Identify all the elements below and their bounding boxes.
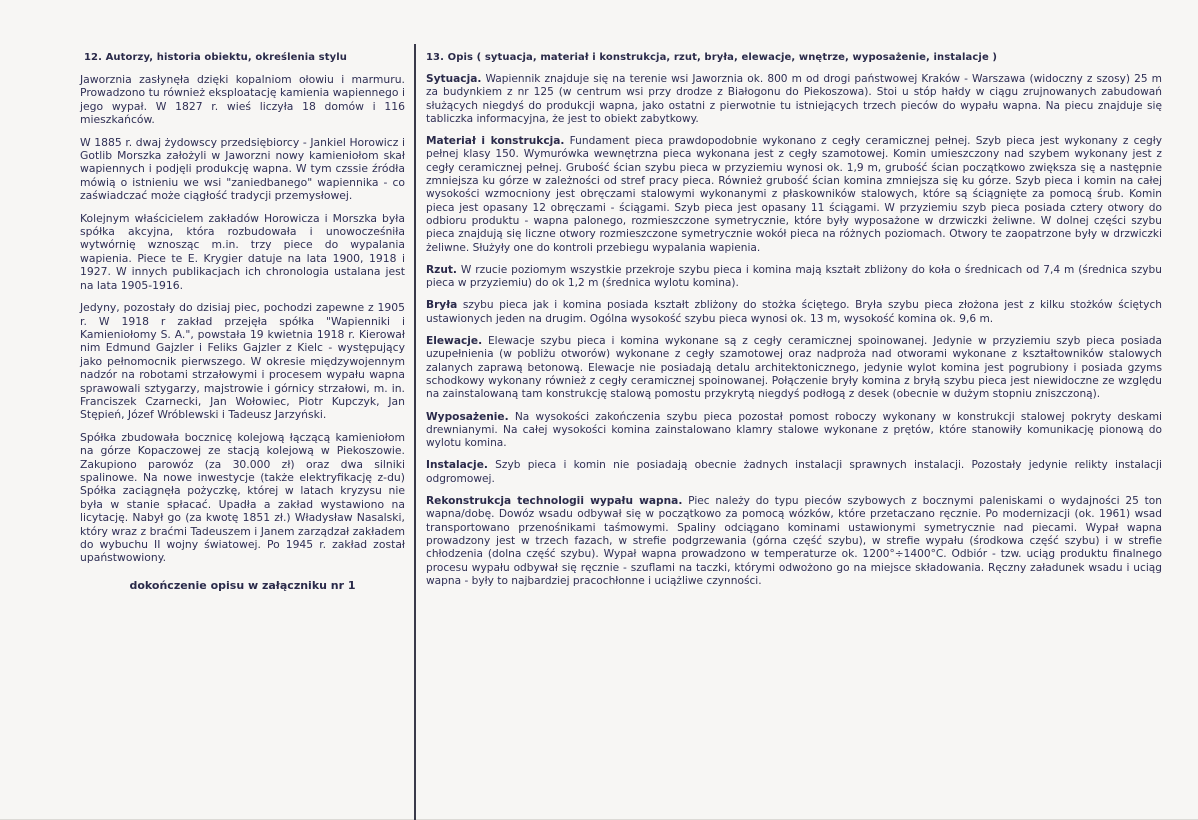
term-text: W rzucie poziomym wszystkie przekroje szybu pieca i komina mają kształt zbliżony do koła o średnicach od 7,4 m (średnica szybu pieca w przyziemiu) do ok 1,2 m (średnica wylotu komina).	[426, 263, 1162, 290]
term-text: Fundament pieca prawdopodobnie wykonano z cegły ceramicznej pełnej. Szyb pieca jest wykonany z cegły pełnej klasy 150. Wymurówka wewnętrzna pieca wykonana jest z cegły szamotowej. Komin umieszczony nad szybem wykonany jest z cegły ceramicznej pełnej. Grubość ścian szybu pieca w przyziemiu wynosi ok. 1,9 m, grubość ścian początkowo zwiększa się a następnie zmniejsza ku górze w zależności od stref pracy pieca. Również grubość ścian komina zmniejsza się ku górze. Szyb pieca i komin na całej wysokości wzmocniony jest obręczami stalowymi wykonanymi z płaskowników stalowych, które są ściągnięte za pomocą śrub. Komin pieca jest opasany 12 obręczami - ściągami. Szyb pieca jest opasany 11 ściągami. W przyziemiu szyb pieca posiada cztery otwory do odbioru produktu - wapna palonego, rozmieszczone symetrycznie, które były wyposażone w drzwiczki żeliwne. W dolnej części szybu pieca znajdują się liczne otwory rozmieszczone symetrycznie wokół pieca na różnych poziomach. Otwory te zaopatrzone były w drzwiczki żeliwne. Służyły one do kontroli przebiegu wypalania wapienia.	[426, 135, 1162, 254]
term-text: szybu pieca jak i komina posiada kształt zbliżony do stożka ściętego. Bryła szybu pieca złożona jest z kilku stożków ściętych ustawionych jeden na drugim. Ogólna wysokość szybu pieca wynosi ok. 13 m, wysokość komina ok. 9,6 m.	[426, 299, 1162, 325]
term-text: Piec należy do typu pieców szybowych z bocznymi paleniskami o wydajności 25 ton wapna/dobę. Dowóz wsadu odbywał się w początkowo za pomocą wózków, które przetaczano ręcznie. Po modernizacji (ok. 1961) wsad transportowano przenośnikami taśmowymi. Spaliny odciągano kominami ustawionymi symetrycznie nad piecami. Wypał wapna prowadzony jest w trzech fazach, w strefie podgrzewania (górna część szybu), w strefie wypału (środkowa część szybu) i w strefie chłodzenia (dolna część szybu). Wypał wapna prowadzono w temperaturze ok. 1200°÷1400°C. Odbiór - tzw. uciąg produktu finalnego procesu wypału odbywał się ręcznie - szuflami na taczki, którymi odwożono go na miejsce składowania. Ręczny załadunek wsadu i uciąg wapna - były to najbardziej pracochłonne i uciążliwe czynności.	[426, 495, 1162, 587]
description-plan	[426, 264, 1162, 291]
history-paragraph-1: Jaworznia zasłynęła dzięki kopalniom ołowiu i marmuru. Prowadzono tu również eksploatację kamienia wapiennego i jego wypał. W 1827 r. wieś liczyła 18 domów i 116 mieszkańców.	[80, 73, 405, 127]
term-text: Szyb pieca i komin nie posiadają obecnie żadnych instalacji sprawnych instalacji. Pozostały jedynie relikty instalacji odgromowej.	[426, 459, 1162, 485]
history-paragraph-4: Jedyny, pozostały do dzisiaj piec, pochodzi zapewne z 1905 r. W 1918 r zakład przejęła spółka "Wapienniki i Kamieniołomy S. A.", powstała 19 kwietnia 1918 r. Kierował nim Edmund Gajzler i Feliks Gajzler z Kielc - występujący jako pełnomocnik pierwszego. W okresie międzywojennym nadzór na robotami strzałowymi i procesem wypału wapna sprawowali sztygarzy, majstrowie i górnicy strzałowi, m. in. Franciszek Czarnecki, Jan Wołowiec, Piotr Kupczyk, Jan Stępień, Józef Wróblewski i Tadeusz Jarzyński.	[80, 301, 405, 422]
history-paragraph-2: W 1885 r. dwaj żydowscy przedsiębiorcy - Jankiel Horowicz i Gotlib Morszka założyli w Jaworzni nowy kamieniołom skał wapiennych i podjęli produkcję wapna. W tym czssie źródła mówią o istnieniu we wsi "zaniedbanego" wapiennika - co zaświadczać może ciągłość tradycji przemysłowej.	[80, 135, 405, 203]
term-label: Materiał i konstrukcja.	[426, 135, 565, 148]
description-installations	[426, 459, 1162, 486]
description-form	[426, 299, 1162, 326]
description-reconstruction	[426, 495, 1162, 588]
term-label: Wyposażenie.	[426, 410, 509, 423]
left-column	[80, 52, 405, 592]
column-divider	[414, 44, 416, 820]
term-label: Elewacje.	[426, 335, 483, 348]
right-column	[426, 52, 1162, 597]
term-label: Instalacje.	[426, 459, 488, 472]
term-label: Bryła	[426, 299, 458, 312]
description-material	[426, 135, 1162, 255]
term-label: Rekonstrukcja technologii wypału wapna.	[426, 495, 683, 508]
term-text: Wapiennik znajduje się na terenie wsi Jaworznia ok. 800 m od drogi państwowej Kraków - Warszawa (widoczny z szosy) 25 m za budynkiem z nr 125 (w centrum wsi przy drodze z Białogonu do Piekoszowa). Stoi u stóp hałdy w ciągu zrujnowanych zabudowań służących niegdyś do produkcji wapna, jako ostatni z pierwotnie tu istniejących trzech pieców do wypału wapna. Na piecu znajduje się tabliczka informacyjna, że jest to obiekt zabytkowy.	[426, 73, 1162, 125]
term-text: Na wysokości zakończenia szybu pieca pozostał pomost roboczy wykonany w konstrukcji stalowej pokryty deskami drewnianymi. Na całej wysokości komina zainstalowano klamry stalowe wykonane z prętów, które stanowiły komunikację pionową do wylotu komina.	[426, 410, 1162, 450]
continuation-note: dokończenie opisu w załączniku nr 1	[129, 578, 356, 592]
term-label: Rzut.	[426, 263, 457, 276]
section-13-heading: 13. Opis ( sytuacja, materiał i konstrukcja, rzut, bryła, elewacje, wnętrze, wyposażenie, instalacje )	[426, 52, 998, 63]
history-paragraph-3: Kolejnym właścicielem zakładów Horowicza i Morszka była spółka akcyjna, która rozbudowała i unowocześniła wytwórnię wznosząc m.in. trzy piece do wypalania wapienia. Piece te E. Krygier datuje na lata 1900, 1918 i 1927. W innych publikacjach ich chronologia ustalana jest na lata 1905-1916.	[80, 211, 405, 292]
term-label: Sytuacja.	[426, 73, 482, 85]
description-equipment	[426, 411, 1162, 451]
term-text: Elewacje szybu pieca i komina wykonane są z cegły ceramicznej spoinowanej. Jedynie w przyziemiu szyb pieca posiada uzupełnienia (w pobliżu otworów) wykonane z cegły szamotowej oraz nadproża nad otworami wykonane z kształtowników stalowych zalanych zaprawą betonową. Elewacje nie posiadają detalu architektonicznego, jedynie wylot komina jest pogrubiony i posiada gzyms schodkowy wykonany również z cegły ceramicznej spoinowanej. Połączenie bryły komina z bryłą szybu pieca jest niewidoczne ze względu na zainstalowaną tam konstrukcję stalową pomostu przykrytą niegdyś podłogą z desek (obecnie w dużym stopniu zniszczoną).	[426, 335, 1162, 401]
description-situation	[426, 73, 1162, 126]
section-12-heading: 12. Autorzy, historia obiektu, określenia stylu	[84, 52, 347, 63]
history-paragraph-5: Spółka zbudowała bocznicę kolejową łączącą kamieniołom na górze Kopaczowej ze stacją kolejową w Piekoszowie. Zakupiono parowóz (za 30.000 zł) oraz dwa silniki spalinowe. Na nowe inwestycje (także elektryfikację z-du) Spółka zaciągnęła pożyczkę, której w latach kryzysu nie była w stanie spłacać. Upadła a zakład wystawiono na licytację. Nabył go (za kwotę 1851 zł.) Władysław Nasalski, który wraz z braćmi Tadeuszem i Janem zarządzał zakładem do wybuchu II wojny światowej. Po 1945 r. zakład został upaństwowiony.	[80, 430, 405, 565]
description-elevations	[426, 335, 1162, 401]
